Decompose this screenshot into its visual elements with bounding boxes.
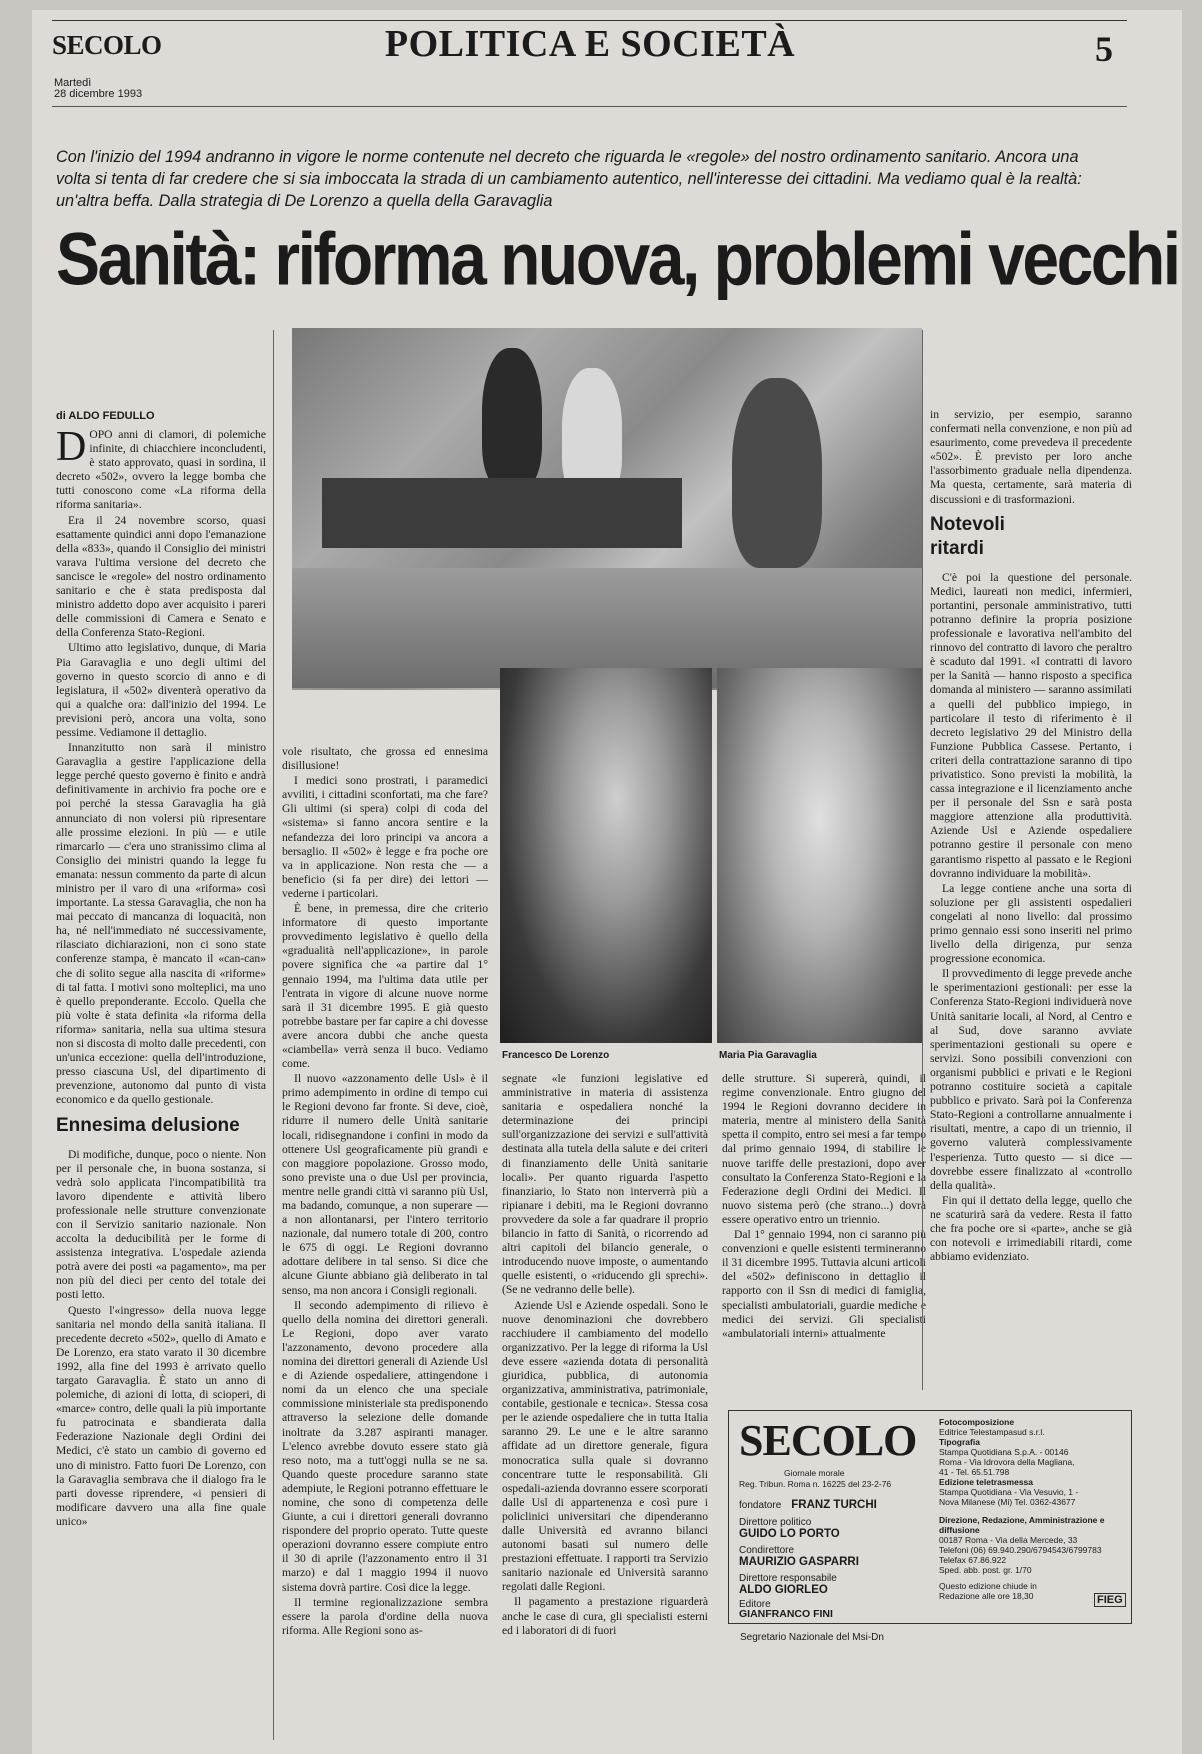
colophon-reg-1: Giornale morale (784, 1468, 845, 1478)
col4-paragraph-2: Dal 1° gennaio 1994, non ci saranno più convenzioni e quelle esistenti termineranno il 31 dicembre 1995. Tuttavia alcuni articoli del «502» definiscono in dettaglio il rapporto con il Ssn di medici di famiglia, specialisti ambulatoriali, guardie mediche e medici dei servizi. Gli specialisti «ambulatoriali interni» attualmente (722, 1228, 926, 1340)
byline: di ALDO FEDULLO (56, 410, 155, 422)
founder-label: fondatore (739, 1500, 782, 1511)
colophon-r3: Tipografia (939, 1437, 980, 1447)
col5-paragraph-4: Il provvedimento di legge prevede anche le sperimentazioni gestionali: per esse la Conferenza Stato-Regioni individuerà nove Unità sanitarie locali, al Nord, al Centro e al Sud, dove saranno avviate sperimentazioni gestionali su opere e servizi. Sono possibili convenzioni con organismi pubblici e privati e le Regioni potranno costituire società a capitale pubblico e privato. Sarà poi la Conferenza Stato-Regioni a controllarne annualmente i risultati, mentre, a capo di un triennio, il governo valuterà complessivamente l'esperienza. Tutto questo — si dice — dovrebbe essere finalizzato al «controllo della qualità». (930, 967, 1132, 1192)
cond-name: MAURIZIO GASPARRI (739, 1556, 859, 1568)
col3-paragraph-2: Aziende Usl e Aziende ospedali. Sono le nuove denominazioni che dovrebbero racchiudere il cambiamento del modello organizzativo. Per la legge di riforma la Usl deve essere «azienda dotata di personalità giuridica, pubblica, di autonomia organizzativa, amministrativa, patrimoniale, contabile, gestionale e tecnica». Stessa cosa per le aziende ospedaliere che in tutta Italia saranno 29. Le une e le altre saranno affidate ad un direttore generale, figura monocratica sulla quale si dovranno concentrare tutte le responsabilità. Gli ospedali-azienda dovranno essere scorporati dalle Usl di appartenenza e così pure i policlinici universitari che dipenderanno dalle Università ed avranno bilanci autonomi basati sul numero delle prestazioni effettuate. I rapporti tra Servizio sanitario nazionale ed Università saranno regolati dalle Regioni. (502, 1298, 708, 1594)
colophon-box (728, 1410, 1132, 1624)
colophon-r14: Sped. abb. post. gr. 1/70 (939, 1565, 1032, 1575)
header-rule (52, 106, 1127, 107)
founder-name: FRANZ TURCHI (791, 1499, 877, 1511)
col5-paragraph-3: La legge contiene anche una sorta di soluzione per gli assistenti ospedalieri congelati al nono livello: dal prossimo primo gennaio essi sono inseriti nel primo livello della dirigenza, pur senza progressione economica. (930, 881, 1132, 966)
fieg-stamp-icon: FIEG (1094, 1593, 1126, 1607)
colophon-r12: Telefoni (06) 69.940.290/6794543/6799783 (939, 1545, 1102, 1555)
colophon-r11: 00187 Roma - Via della Mercede, 33 (939, 1535, 1078, 1545)
column-3 (502, 1072, 708, 1744)
ed-name: GIANFRANCO FINI (739, 1608, 833, 1620)
colophon-r9: Nova Milanese (Mi) Tel. 0362-43677 (939, 1497, 1076, 1507)
col2-paragraph-1: vole risultato, che grossa ed ennesima disillusione! (282, 745, 488, 773)
column-divider-right (922, 330, 923, 1390)
col2-paragraph-2: I medici sono prostrati, i paramedici avviliti, i cittadini sconfortati, ma che fare? Gli ultimi (si spera) colpi di coda del «sistema» si fanno ancora sentire e la nefandezza dei loro principi va ancora a bersaglio. Il «502» è legge e fra poche ore va in applicazione. Non resta che — a beneficio (si fa per dire) dei lettori — vederne i particolari. (282, 774, 488, 900)
ed-label: Editore (739, 1599, 771, 1610)
cond-label: Condirettore (739, 1545, 795, 1556)
resp-name: ALDO GIORLEO (739, 1584, 828, 1596)
masthead-date-text: 28 dicembre 1993 (54, 88, 143, 100)
column-divider (273, 330, 274, 1740)
colophon-r6: 41 - Tel. 65.51.798 (939, 1467, 1010, 1477)
column-5 (930, 408, 1132, 1388)
subhead-ennesima-delusione: Ennesima delusione (56, 1114, 240, 1136)
colophon-r10: Direzione, Redazione, Amministrazione e diffusione (939, 1515, 1105, 1535)
page-number: 5 (1095, 29, 1113, 69)
colophon-right (939, 1417, 1124, 1601)
masthead-logo: SECOLO (52, 30, 162, 60)
colophon-r8: Stampa Quotidiana - Via Vesuvio, 1 - (939, 1487, 1079, 1497)
article-headline: Sanità: riforma nuova, problemi vecchi (56, 217, 1179, 300)
masthead-date (54, 78, 142, 100)
colophon-editor-sub: Segretario Nazionale del Msi-Dn (740, 1632, 884, 1643)
colophon-r13: Telefax 67.86.922 (939, 1555, 1007, 1565)
colophon-logo: SECOLO (739, 1416, 917, 1465)
section-title: POLITICA E SOCIETÀ (384, 23, 796, 65)
resp-label: Direttore responsabile (739, 1573, 837, 1584)
col5-paragraph-2: C'è poi la questione del personale. Medici, laureati non medici, infermieri, portantini, personale amministrativo, tutti potranno definire la propria posizione professionale e lavorativa nell'ambito del rinnovo del contratto di lavoro che peraltro è scaduto dal 1991. «I contratti di lavoro per la Sanità — hanno risposto a specifica domanda al ministero — saranno assimilati a quelli del pubblico impiego, in particolare il testo di riferimento è il decreto legislativo 29 del Ministro della Funzione Pubblica Cassese. Pertanto, i criteri della contrattazione saranno di tipo privatistico. Sono previsti la mobilità, la cassa integrazione e il licenziamento anche per il personale del Ssn e sarà posta maggiore attenzione alla produttività. Aziende Usl e Aziende ospedaliere potranno gestire il personale con meno garantismo rispetto al passato e le Regioni dovranno individuare la mobilità». (930, 570, 1132, 880)
col1-paragraph-6: Questo l'«ingresso» della nuova legge sanitaria nel mondo della sanità italiana. Il precedente decreto «502», quello di Amato e De Lorenzo, era stato varato il 30 dicembre 1992, alla fine del 1993 è arrivato quello targato Garavaglia. È stato un anno di polemiche, di azioni di lotta, di scioperi, di «marce» contro, delle quali la più importante fu patrocinata e sbandierata dalla Federazione Nazionale degli Ordini dei Medici, c'è stato un cambio di governo ed uno di ministro. Fatto fuori De Lorenzo, con la Garavaglia sembrava che il dialogo fra le parti dovesse riprendere, «i pensieri di modificare davvero una alla fine quale unico» (56, 1303, 266, 1528)
pol-name: GUIDO LO PORTO (739, 1528, 840, 1540)
hospital-ward-photo (292, 328, 922, 690)
colophon-reg-2: Reg. Tribun. Roma n. 16225 del 23-2-76 (739, 1479, 892, 1489)
col5-paragraph-1: in servizio, per esempio, saranno confermati nella convenzione, e non più ad esaurimento, come prevedeva il precedente «502». È previsto per loro anche l'assorbimento graduale nella dipendenza. Ma questa, certamente, sarà materia di discussioni e di trasformazioni. (930, 408, 1132, 506)
colophon-r7: Edizione teletrasmessa (939, 1477, 1034, 1487)
col1-paragraph-4: Innanzitutto non sarà il ministro Garavaglia a gestire l'applicazione della legge perché questo governo è finito e andrà definitivamente in archivio fra poche ore e poi perché la stessa Garavaglia ha già annunciato di non volersi più ripresentare alle prossime elezioni. In più — e utile rimarcarlo — c'era uno stranissimo clima al Consiglio dei ministri quando la legge fu emanata: nessun commento da parte di alcun ministro per il varo di una «riforma» così importante. La stessa Garavaglia, che non ha mai peccato di mancanza di loquacità, non ha, né nell'immediato né successivamente, rilasciato dichiarazioni, non ci sono state conferenze stampa, è mancato il «can-can» che di solito segue alla nascita di «riforme» di tal fatta. I motivi sono molteplici, ma uno è quello preponderante. Eccolo. Quella che più volte è stata definita «la riforma della riforma» sanitaria, nella sua ultima stesura non si discosta di molto dalle precedenti, con un'unica eccezione: quella dell'introduzione, presso ciascuna Usl, del dipartimento di prevenzione, autonomo dal punto di vista economico e da quello gestionale. (56, 741, 266, 1107)
col1-paragraph-5: Di modifiche, dunque, poco o niente. Non per il personale che, in buona sostanza, si vedrà solo applicata l'incompatibilità tra lavoro dipendente e attività libero professionale nelle strutture convenzionate con il Servizio sanitario nazionale. Non accolta la deducibilità per le forme di assistenza integrativa. L'ospedale azienda potrà avere dei posti «a pagamento», ma per non più del dieci per cento del totale dei posti letto. (56, 1147, 266, 1302)
drop-cap: D (56, 428, 87, 470)
col3-paragraph-3: Il pagamento a prestazione riguarderà anche le case di cura, gli specialisti esterni ed i laboratori di di fuori (502, 1595, 708, 1637)
col4-paragraph-1: delle strutture. Si supererà, quindi, il regime convenzionale. Entro giugno del 1994 le Regioni dovranno decidere in materia, mentre al ministero della Sanità spetta il compito, entro sei mesi a far tempo dal primo gennaio 1994, di stabilire le nuove tariffe delle prestazioni, dopo aver consultato la Conferenza Stato-Regioni e la Federazione degli Ordini dei Medici. Il nuovo sistema però (che strano...) dovrà essere operativo entro un triennio. (722, 1072, 926, 1226)
column-4 (722, 1072, 926, 1384)
top-rule (52, 20, 1127, 21)
colophon-r15: Questo edizione chiude in (939, 1581, 1037, 1591)
col2-paragraph-3: È bene, in premessa, dire che criterio informatore di questo importante provvedimento legislativo è quello della «gradualità nell'applicazione», in parole povere significa che «a partire dal 1° gennaio 1994, ma l'ultima data utile per l'entrata in vigore di alcune nuove norme sarà il 31 dicembre 1995. E già questo potrebbe bastare per far capire a chi dovesse avere ancora dubbi che anche questa «ciambella» verrà senza il buco. Vediamo come. (282, 902, 488, 1071)
col3-paragraph-1: segnate «le funzioni legislative ed amministrative in materia di assistenza sanitaria e ospedaliera nonché la determinazione dei principi sull'organizzazione dei servizi e sull'attività destinata alla tutela della salute e dei criteri di finanziamento delle Unità sanitarie locali». Per quanto riguarda l'aspetto finanziario, lo Stato non interverrà più a ripianare i debiti, ma le Regioni dovranno provvedere da sole a far quadrare il proprio bilancio in fatto di Sanità, o ricorrendo ad altri capitoli del bilancio generale, o introducendo nuove imposte, o aumentando quelle esistenti, o «riducendo gli sprechi». (Se ne vedranno delle belle). (502, 1072, 708, 1297)
col2-paragraph-5: Il secondo adempimento di rilievo è quello della nomina dei direttori generali. Le Regioni, dopo aver varato l'azzonamento, devono procedere alla nomina dei direttori generali di Aziende Usl e di Aziende ospedaliere, attingendone i nomi da un elenco che una speciale commissione ministeriale sta predisponendo attraverso la selezione delle domande inoltrate da 3.287 aspiranti manager. L'elenco avrebbe dovuto essere stato già reso noto, ma a tutt'oggi nulla se ne sa. Quando queste procedure saranno state adempiute, le Regioni potranno effettuare le nomine, che sono di competenza delle Giunte, a cui i direttori generali dovranno rispondere del proprio operato. Tutte queste operazioni dovranno essere compiute entro il 30 di aprile (l'azzonamento entro il 31 marzo) e dal 1 maggio 1994 il nuovo sistema dovrà partire. Così dice la legge. (282, 1298, 488, 1594)
colophon-r4: Stampa Quotidiana S.p.A. - 00146 (939, 1447, 1069, 1457)
colophon-r5: Roma - Via Idrovora della Magliana, (939, 1457, 1075, 1467)
caption-garavaglia: Maria Pia Garavaglia (719, 1050, 817, 1061)
caption-de-lorenzo: Francesco De Lorenzo (502, 1050, 610, 1061)
col5-paragraph-5: Fin qui il dettato della legge, quello che ne scaturirà sarà da vedere. Resta il fatto che fra poche ore si «parte», anche se già con notevoli e irrimediabili ritardi, come abbiamo evidenziato. (930, 1193, 1132, 1264)
subhead-notevoli-ritardi: Notevoli ritardi (930, 513, 1005, 559)
colophon-r2: Editrice Telestampasud s.r.l. (939, 1427, 1045, 1437)
col1-paragraph-1: DOPO anni di clamori, di polemiche infinite, di chiacchiere inconcludenti, è stato approvato, quasi in sordina, il decreto «502», ovvero la legge bomba che tutti conoscono come «La riforma della riforma sanitaria». (56, 428, 266, 512)
col1-paragraph-2: Era il 24 novembre scorso, quasi esattamente quindici anni dopo l'emanazione della «833», quando il Consiglio dei ministri varava l'ultima versione del decreto che sancisce le «regole» del nostro ordinamento sanitario e che è stata predisposta dal ministro addetto dopo aver acquisito i pareri delle commissioni di Camera e Senato e della Conferenza Stato-Regioni. (56, 513, 266, 640)
portrait-garavaglia (717, 668, 922, 1043)
column-1 (56, 428, 266, 1744)
col2-paragraph-4: Il nuovo «azzonamento delle Usl» è il primo adempimento in ordine di tempo cui le Regioni devono far fronte. Si deve, cioè, ridurre il numero delle Unità sanitarie locali, ridisegnandone i confini in modo da ottenere Usl geograficamente più grandi e con maggiore popolazione. Grosso modo, sono previste una o due Usl per provincia, mentre nelle grandi città vi saranno più Usl, ma badando, comunque, a non superare — a non allontanarsi, per l'intero territorio nazionale, dal numero totale di 200, contro le 675 di oggi. Le Regioni dovranno adottare delibere in tal senso. Si dice che alcune Giunte abbiano già deliberato in tal senso, ma non ancora i Consigli regionali. (282, 1072, 488, 1297)
article-kicker: Con l'inizio del 1994 andranno in vigore le norme contenute nel decreto che riguarda le «regole» del nostro ordinamento sanitario. Ancora una volta si tenta di far credere che si sia imboccata la strada di un cambiamento autentico, nell'interesse dei cittadini. Ma vediamo qual è la realtà: un'altra beffa. Dalla strategia di De Lorenzo a quella della Garavaglia (56, 148, 1082, 210)
col1-paragraph-3: Ultimo atto legislativo, dunque, di Maria Pia Garavaglia e uno degli ultimi del governo in questo scorcio di anno e di legislatura, il «502» diventerà operativo da qui a qualche ora: dall'inizio del 1994. Le previsioni però, ancora una volta, sono pessime. Vediamone il dettaglio. (56, 641, 266, 739)
colophon-r16: Redazione alle ore 18,30 (939, 1591, 1034, 1601)
colophon-founder-line (739, 1495, 877, 1513)
colophon-r1: Fotocomposizione (939, 1417, 1015, 1427)
col2-paragraph-6: Il termine regionalizzazione sembra essere la parola d'ordine della nuova riforma. Alle Regioni sono as- (282, 1595, 488, 1637)
pol-label: Direttore politico (739, 1517, 812, 1528)
column-2 (282, 745, 488, 1743)
portrait-de-lorenzo (500, 668, 712, 1043)
masthead-day: Martedì (54, 77, 92, 89)
